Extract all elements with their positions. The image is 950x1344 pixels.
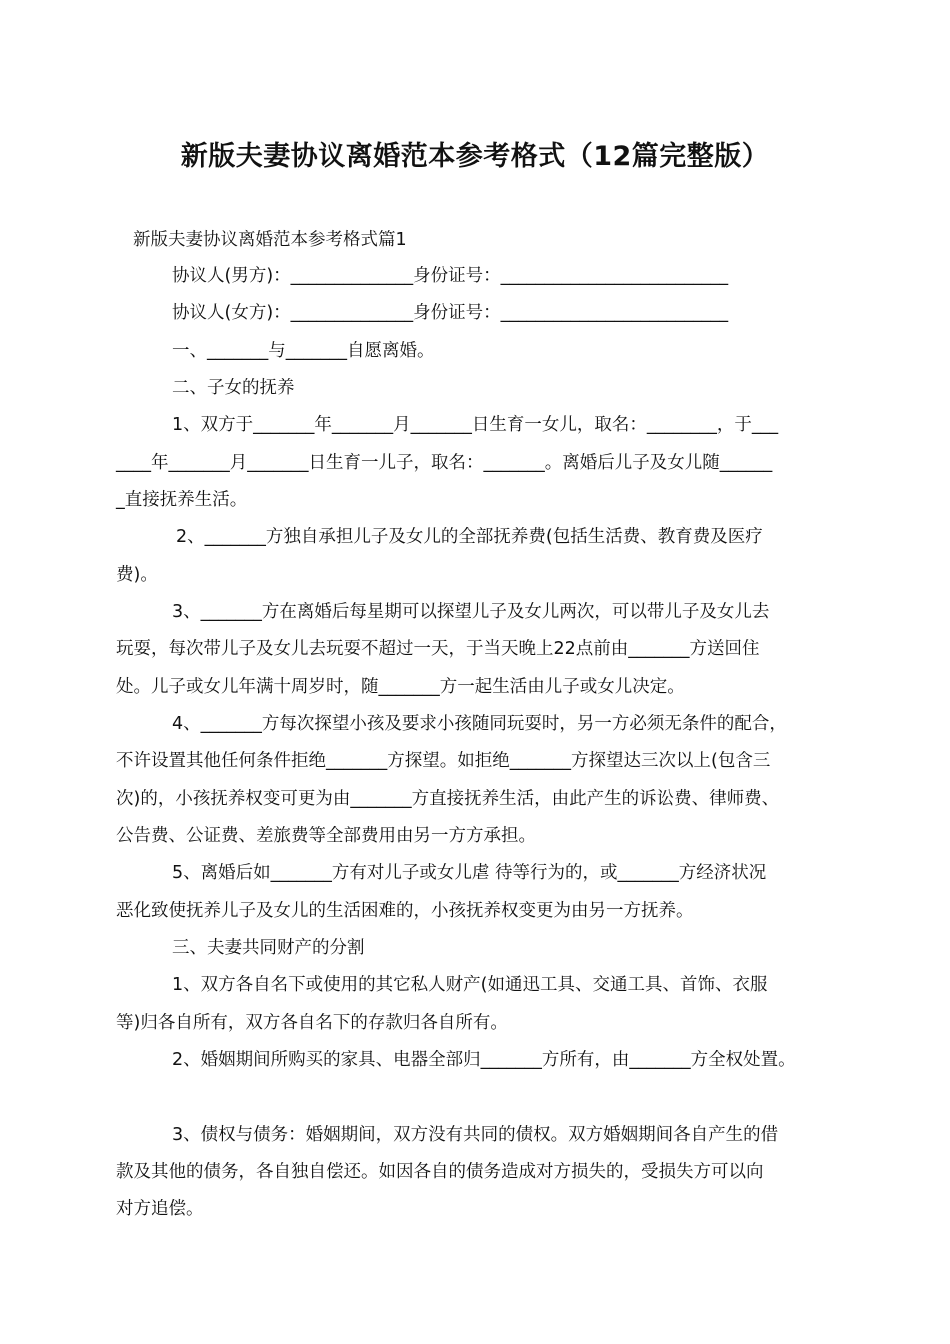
clause-line: 2、婚姻期间所购买的家具、电器全部归_______方所有，由_______方全权处置。	[172, 1050, 796, 1070]
female-party-line: 协议人(女方)：______________身份证号：__________________________	[172, 303, 729, 323]
clause-line: 恶化致使抚养儿子及女儿的生活困难的，小孩抚养权变更为由另一方抚养。	[116, 901, 694, 921]
clause-line: 3、债权与债务：婚姻期间，双方没有共同的债权。双方婚姻期间各自产生的借	[172, 1125, 779, 1145]
clause-line: 等)归各自所有，双方各自名下的存款归各自所有。	[116, 1013, 508, 1033]
clause-line: 对方追偿。	[116, 1199, 204, 1219]
clause-line: 处。儿子或女儿年满十周岁时，随_______方一起生活由儿子或女儿决定。	[116, 677, 685, 697]
clause-line: 5、离婚后如_______方有对儿子或女儿虐 待等行为的，或_______方经济状况	[172, 863, 767, 883]
clause-line: 公告费、公证费、差旅费等全部费用由另一方方承担。	[116, 826, 536, 846]
document-title: 新版夫妻协议离婚范本参考格式（12篇完整版）	[180, 141, 770, 172]
clause-line: 次)的，小孩抚养权变可更为由_______方直接抚养生活，由此产生的诉讼费、律师费、	[116, 789, 780, 809]
clause-line: 1、双方各自名下或使用的其它私人财产(如通迅工具、交通工具、首饰、衣服	[172, 975, 768, 995]
section-heading: 二、子女的抚养	[172, 378, 295, 398]
clause-line: 一、_______与_______自愿离婚。	[172, 341, 435, 361]
section-heading: 三、夫妻共同财产的分割	[172, 938, 365, 958]
clause-line: 2、_______方独自承担儿子及女儿的全部抚养费(包括生活费、教育费及医疗	[176, 527, 763, 547]
section-heading: 新版夫妻协议离婚范本参考格式篇1	[133, 230, 407, 250]
clause-line: 款及其他的债务，各自独自偿还。如因各自的债务造成对方损失的，受损失方可以向	[116, 1162, 764, 1182]
clause-line: 不许设置其他任何条件拒绝_______方探望。如拒绝_______方探望达三次以上(包含三	[116, 751, 771, 771]
male-party-line: 协议人(男方)：______________身份证号：__________________________	[172, 266, 729, 286]
clause-line: 3、_______方在离婚后每星期可以探望儿子及女儿两次，可以带儿子及女儿去	[172, 602, 770, 622]
clause-line: 玩耍，每次带儿子及女儿去玩耍不超过一天，于当天晚上22点前由_______方送回住	[116, 639, 760, 659]
clause-line: 4、_______方每次探望小孩及要求小孩随同玩耍时，另一方必须无条件的配合，	[172, 714, 787, 734]
clause-line: ____年_______月_______日生育一儿子，取名：_______。离婚后儿子及女儿随______	[116, 453, 773, 473]
clause-line: _直接抚养生活。	[116, 490, 248, 510]
clause-line: 费)。	[116, 565, 158, 585]
clause-line: 1、双方于_______年_______月_______日生育一女儿，取名：________，于___	[172, 415, 779, 435]
